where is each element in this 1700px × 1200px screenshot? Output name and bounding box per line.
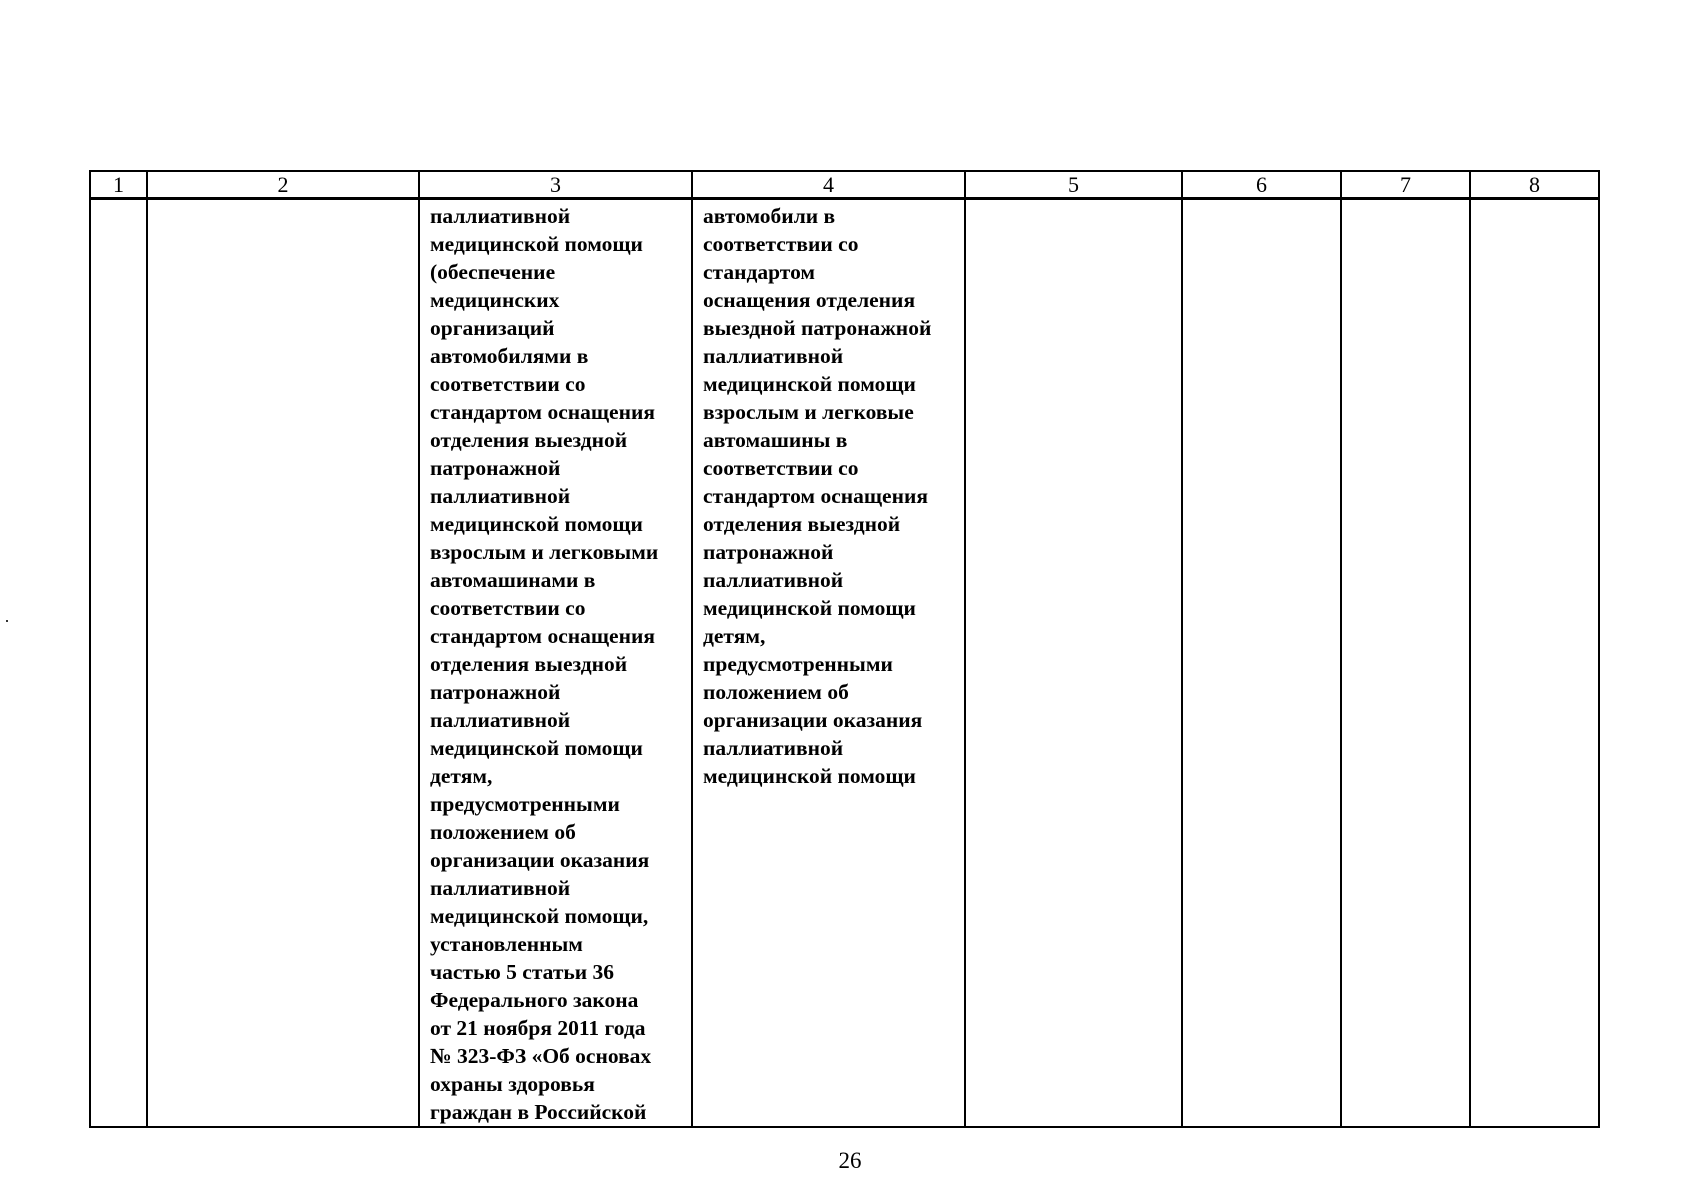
text-line: взрослым и легковые	[703, 400, 914, 424]
column-header-5: 5	[965, 171, 1182, 199]
text-line: положением об	[703, 680, 849, 704]
text-line: медицинской помощи,	[430, 904, 649, 928]
col-4-text	[693, 200, 964, 790]
scan-speck	[6, 620, 8, 622]
text-line: медицинской помощи	[430, 736, 643, 760]
text-line: автомашинами в	[430, 568, 596, 592]
text-line: (обеспечение	[430, 260, 556, 284]
column-header-7: 7	[1341, 171, 1470, 199]
text-line: соответствии со	[430, 372, 586, 396]
text-line: стандартом	[703, 260, 816, 284]
cell-col-5	[965, 199, 1182, 1128]
text-line: стандартом оснащения	[430, 400, 655, 424]
text-line: стандартом оснащения	[430, 624, 655, 648]
text-line: соответствии со	[430, 596, 586, 620]
text-line: паллиативной	[430, 484, 571, 508]
text-line: детям,	[430, 764, 493, 788]
column-header-3: 3	[419, 171, 692, 199]
cell-col-3	[419, 199, 692, 1128]
text-line: паллиативной	[703, 344, 844, 368]
column-header-4: 4	[692, 171, 965, 199]
text-line: медицинской помощи	[703, 596, 916, 620]
text-line: паллиативной	[430, 204, 571, 228]
text-line: медицинской помощи	[430, 512, 643, 536]
cell-col-8	[1470, 199, 1599, 1128]
text-line: медицинской помощи	[703, 764, 916, 788]
cell-col-2	[147, 199, 419, 1128]
page-number: 26	[838, 1148, 862, 1173]
text-line: предусмотренными	[703, 652, 893, 676]
text-line: медицинской помощи	[703, 372, 916, 396]
text-line: патронажной	[430, 680, 561, 704]
text-line: предусмотренными	[430, 792, 620, 816]
text-line: отделения выездной	[703, 512, 901, 536]
text-line: организации оказания	[703, 708, 923, 732]
text-line: отделения выездной	[430, 428, 628, 452]
data-table	[89, 170, 1600, 1128]
text-line: охраны здоровья	[430, 1072, 595, 1096]
column-header-1: 1	[90, 171, 147, 199]
cell-col-7	[1341, 199, 1470, 1128]
text-line: паллиативной	[430, 876, 571, 900]
text-line: соответствии со	[703, 232, 859, 256]
text-line: автомобилями в	[430, 344, 589, 368]
text-line: детям,	[703, 624, 766, 648]
text-line: № 323-ФЗ «Об основах	[430, 1044, 652, 1068]
text-line: патронажной	[430, 456, 561, 480]
text-line: выездной патронажной	[703, 316, 932, 340]
text-line: от 21 ноября 2011 года	[430, 1016, 646, 1040]
text-line: стандартом оснащения	[703, 484, 928, 508]
text-line: медицинских	[430, 288, 560, 312]
text-line: взрослым и легковыми	[430, 540, 659, 564]
text-line: отделения выездной	[430, 652, 628, 676]
text-line: паллиативной	[703, 736, 844, 760]
column-header-6: 6	[1182, 171, 1341, 199]
column-header-8: 8	[1470, 171, 1599, 199]
cell-col-6	[1182, 199, 1341, 1128]
text-line: оснащения отделения	[703, 288, 916, 312]
col-3-text	[420, 200, 691, 1126]
cell-col-1	[90, 199, 147, 1128]
column-number-row	[90, 171, 1599, 199]
text-line: автомобили в	[703, 204, 836, 228]
text-line: паллиативной	[703, 568, 844, 592]
text-line: граждан в Российской	[430, 1100, 647, 1124]
text-line: организаций	[430, 316, 555, 340]
text-line: организации оказания	[430, 848, 650, 872]
text-line: автомашины в	[703, 428, 848, 452]
text-line: Федерального закона	[430, 988, 639, 1012]
text-line: положением об	[430, 820, 576, 844]
text-line: медицинской помощи	[430, 232, 643, 256]
column-header-2: 2	[147, 171, 419, 199]
table-row	[90, 199, 1599, 1128]
text-line: паллиативной	[430, 708, 571, 732]
text-line: патронажной	[703, 540, 834, 564]
text-line: установленным	[430, 932, 583, 956]
text-line: частью 5 статьи 36	[430, 960, 615, 984]
text-line: соответствии со	[703, 456, 859, 480]
cell-col-4	[692, 199, 965, 1128]
